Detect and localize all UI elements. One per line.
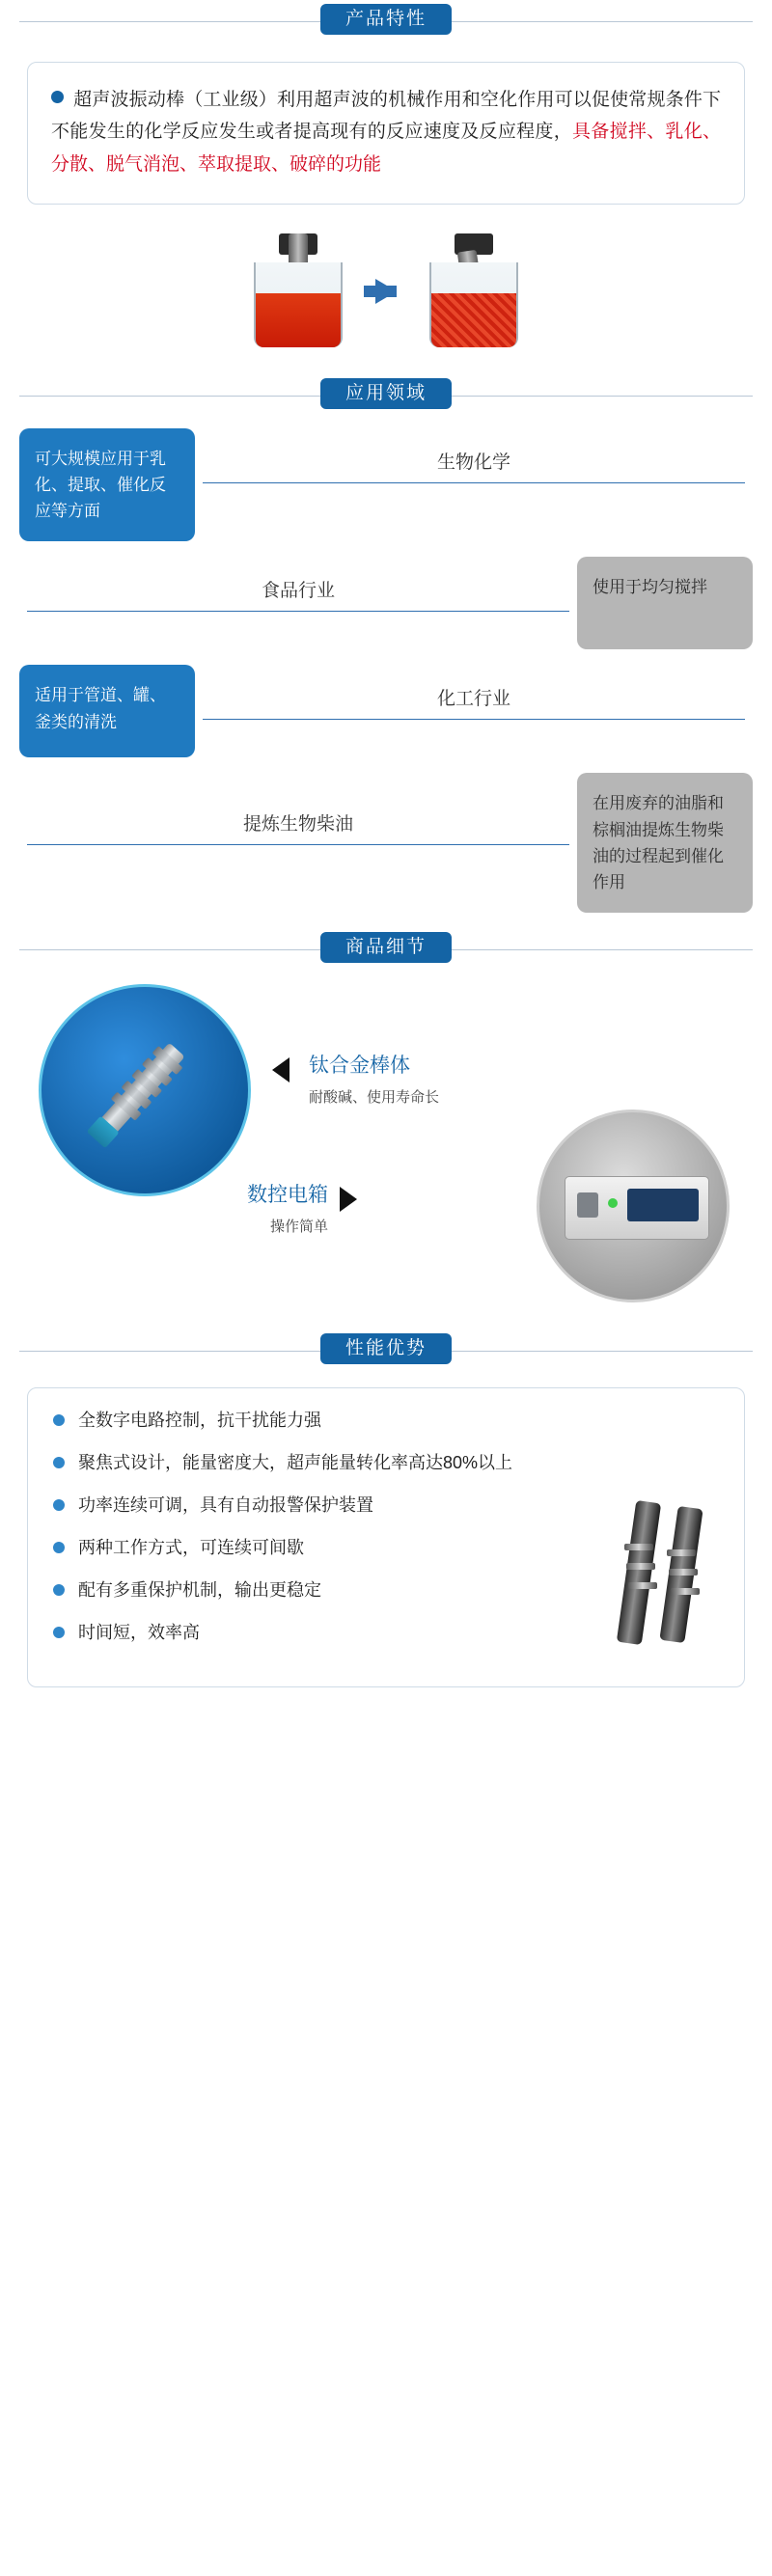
beaker-illustration	[0, 224, 772, 359]
section-title-advantages: 性能优势	[320, 1333, 452, 1364]
underline	[27, 844, 569, 845]
application-card: 使用于均匀搅拌	[577, 557, 753, 649]
beaker-liquid	[256, 293, 341, 347]
section-title-applications: 应用领域	[320, 378, 452, 409]
probe-ring	[669, 1569, 698, 1576]
rod-icon	[52, 1003, 232, 1183]
probe-ring	[626, 1563, 655, 1570]
beaker-before-icon	[246, 233, 350, 349]
application-card: 在用废弃的油脂和棕榈油提炼生物柴油的过程起到催化作用	[577, 773, 753, 913]
section-title-features: 产品特性	[320, 4, 452, 35]
advantage-item	[53, 1450, 719, 1477]
feature-text-normal: 超声波振动棒（工业级）利用超声波的机械作用和空化作用可以促使常规条件下不能发生的化学反应发生或者提高现有的反应速度及反应程度，	[51, 90, 721, 143]
detail-subtitle: 操作简单	[269, 1219, 328, 1236]
bullet-dot-icon	[53, 1414, 65, 1426]
knob-icon	[577, 1192, 598, 1218]
underline	[27, 611, 569, 612]
application-label-text: 提炼生物柴油	[242, 814, 353, 836]
probe-icon	[617, 1500, 661, 1645]
application-label-text: 化工行业	[436, 689, 510, 710]
application-label	[195, 428, 753, 483]
advantage-list-box	[27, 1387, 745, 1687]
arrow-right-icon	[375, 279, 397, 304]
application-card: 可大规模应用于乳化、提取、催化反应等方面	[19, 428, 195, 542]
display-panel-icon	[627, 1189, 699, 1221]
probe-pair-photo	[613, 1501, 719, 1646]
probe-ring	[624, 1544, 653, 1550]
pointer-right-icon	[340, 1187, 357, 1212]
feature-description-box	[27, 62, 745, 205]
probe-ring	[671, 1588, 700, 1595]
bullet-dot-icon	[53, 1457, 65, 1468]
application-label	[195, 665, 753, 720]
application-row	[19, 428, 753, 542]
bullet-dot-icon	[51, 91, 64, 103]
section-header-features	[19, 0, 753, 44]
application-label	[19, 773, 577, 845]
pointer-left-icon	[272, 1057, 290, 1082]
probe-ring	[667, 1549, 696, 1556]
beaker-after-icon	[422, 233, 526, 349]
advantage-text: 时间短，效率高	[78, 1622, 200, 1642]
detail-title: 钛合金棒体	[309, 1055, 410, 1078]
detail-caption-box	[135, 1179, 328, 1236]
application-card: 适用于管道、罐、釜类的清洗	[19, 665, 195, 757]
detail-title: 数控电箱	[247, 1184, 328, 1207]
advantage-text: 全数字电路控制，抗干扰能力强	[78, 1411, 321, 1431]
application-row	[19, 773, 753, 913]
advantage-text: 聚焦式设计，能量密度大，超声能量转化率高达80%以上	[78, 1452, 513, 1472]
section-header-applications	[19, 374, 753, 419]
bullet-dot-icon	[53, 1499, 65, 1511]
application-label-text: 生物化学	[436, 452, 510, 473]
bullet-dot-icon	[53, 1627, 65, 1638]
bullet-dot-icon	[53, 1542, 65, 1553]
underline	[203, 482, 745, 483]
application-row	[19, 557, 753, 649]
rod-body	[96, 1043, 184, 1137]
advantage-text: 两种工作方式，可连续可间歇	[78, 1537, 304, 1557]
application-label	[19, 557, 577, 612]
underline	[203, 719, 745, 720]
beaker-liquid	[431, 293, 516, 347]
titanium-rod-photo	[39, 984, 251, 1196]
advantage-text: 功率连续可调，具有自动报警保护装置	[78, 1494, 373, 1515]
probe-ring	[628, 1582, 657, 1589]
detail-caption-rod	[309, 1050, 439, 1107]
section-title-details: 商品细节	[320, 932, 452, 963]
bullet-dot-icon	[53, 1584, 65, 1596]
advantage-text: 配有多重保护机制，输出更稳定	[78, 1579, 321, 1600]
control-box-photo	[537, 1110, 730, 1302]
section-header-advantages	[19, 1329, 753, 1374]
section-header-details	[19, 928, 753, 973]
application-label-text: 食品行业	[261, 581, 335, 602]
led-indicator-icon	[608, 1198, 618, 1208]
feature-description-text	[51, 84, 721, 180]
application-list	[19, 428, 753, 913]
advantage-item	[53, 1408, 719, 1435]
control-box-icon	[565, 1176, 709, 1240]
application-row	[19, 665, 753, 757]
feature-text-highlight: 具备搅拌、乳化、分散、脱气消泡、萃取提取、破碎的功能	[51, 122, 721, 175]
detail-illustrations	[19, 978, 753, 1326]
detail-subtitle: 耐酸碱、使用寿命长	[309, 1089, 440, 1107]
